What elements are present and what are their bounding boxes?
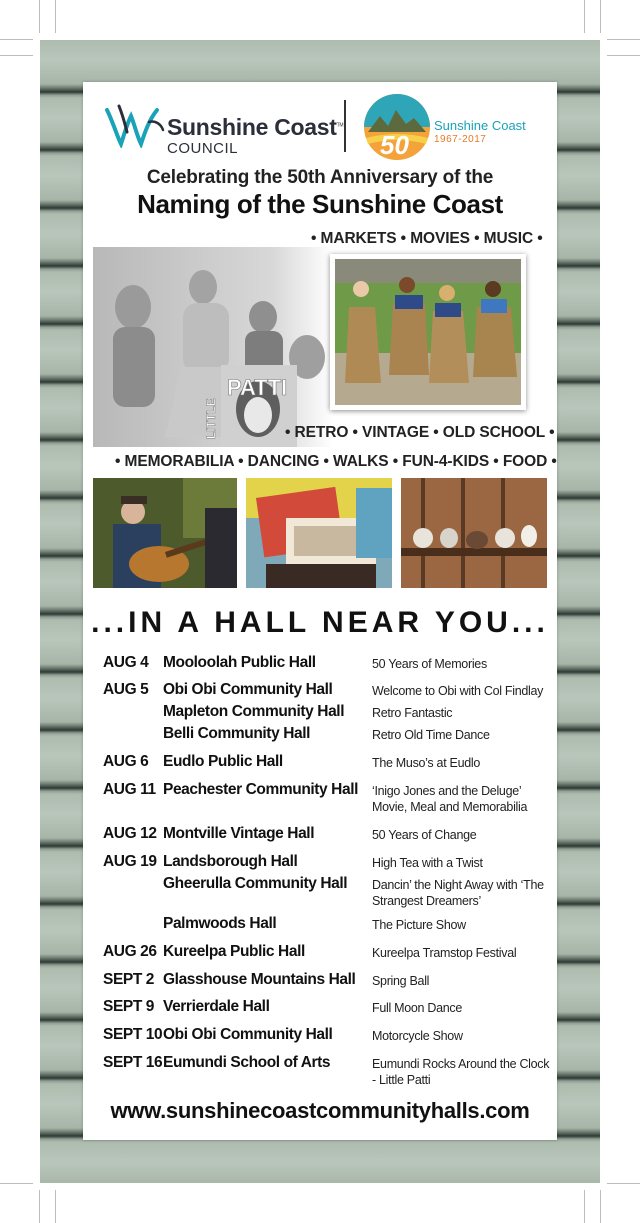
event-description: Full Moon Dance bbox=[372, 1001, 462, 1015]
title-line-2: Naming of the Sunshine Coast bbox=[137, 189, 503, 219]
logo-divider bbox=[344, 100, 346, 152]
council-logo-icon bbox=[105, 102, 165, 148]
event-date: AUG 26 bbox=[103, 943, 157, 960]
event-description: Spring Ball bbox=[372, 974, 430, 988]
crop-mark bbox=[584, 0, 585, 33]
event-description: The Picture Show bbox=[372, 918, 466, 932]
collage-name-small: LITTLE bbox=[204, 398, 218, 439]
event-date: SEPT 10 bbox=[103, 1026, 163, 1043]
sack-race-photo bbox=[330, 254, 526, 410]
event-hall: Glasshouse Mountains Hall bbox=[163, 971, 356, 988]
event-description: 50 Years of Memories bbox=[372, 657, 487, 671]
crop-mark bbox=[607, 39, 640, 40]
event-hall: Gheerulla Community Hall bbox=[163, 875, 348, 892]
crop-mark bbox=[0, 39, 33, 40]
crop-mark bbox=[607, 1183, 640, 1184]
vintage-dance-collage bbox=[93, 247, 333, 447]
crop-mark bbox=[0, 1183, 33, 1184]
logo-row bbox=[83, 92, 557, 170]
teapots-photo bbox=[401, 478, 547, 588]
event-description: 50 Years of Change bbox=[372, 828, 477, 842]
event-description: The Muso’s at Eudlo bbox=[372, 756, 481, 770]
anniversary-name: Sunshine Coast bbox=[434, 118, 526, 133]
event-date: SEPT 2 bbox=[103, 971, 155, 988]
website-link[interactable]: www.sunshinecoastcommunityhalls.com bbox=[110, 1098, 530, 1123]
anniversary-years: 1967-2017 bbox=[434, 134, 487, 145]
event-description: Retro Old Time Dance bbox=[372, 728, 490, 742]
event-hall: Obi Obi Community Hall bbox=[163, 1026, 333, 1043]
event-description: Kureelpa Tramstop Festival bbox=[372, 946, 517, 960]
crop-mark bbox=[600, 1190, 601, 1223]
event-description: Eumundi Rocks Around the Clock - Little Patti bbox=[372, 1057, 550, 1087]
poster bbox=[83, 82, 557, 1140]
council-subtitle: COUNCIL bbox=[167, 140, 239, 157]
title-line-1: Celebrating the 50th Anniversary of the bbox=[146, 167, 494, 188]
crop-mark bbox=[584, 1190, 585, 1223]
anniversary-logo-icon bbox=[362, 92, 432, 162]
crop-mark bbox=[55, 0, 56, 33]
crop-mark bbox=[600, 0, 601, 33]
crop-mark bbox=[39, 0, 40, 33]
event-hall: Eudlo Public Hall bbox=[163, 753, 283, 770]
event-date: SEPT 16 bbox=[103, 1054, 163, 1071]
event-date: AUG 19 bbox=[103, 853, 157, 870]
event-description: Retro Fantastic bbox=[372, 706, 453, 720]
sack-race-image bbox=[335, 259, 521, 405]
event-description: Welcome to Obi with Col Findlay bbox=[372, 684, 544, 698]
event-date: AUG 12 bbox=[103, 825, 157, 842]
anniversary-number: 50 bbox=[380, 130, 409, 160]
event-hall: Peachester Community Hall bbox=[163, 781, 359, 798]
event-hall: Verrierdale Hall bbox=[163, 998, 270, 1015]
event-date: AUG 5 bbox=[103, 681, 149, 698]
event-hall: Landsborough Hall bbox=[163, 853, 298, 870]
event-hall: Mapleton Community Hall bbox=[163, 703, 345, 720]
crop-mark bbox=[607, 55, 640, 56]
crop-mark bbox=[0, 55, 33, 56]
guitarist-photo bbox=[93, 478, 237, 588]
event-hall: Obi Obi Community Hall bbox=[163, 681, 333, 698]
event-date: AUG 4 bbox=[103, 654, 149, 671]
event-date: SEPT 9 bbox=[103, 998, 155, 1015]
event-description: Dancin’ the Night Away with ‘The Strangest Dreamers’ bbox=[372, 878, 544, 908]
event-description: Motorcycle Show bbox=[372, 1029, 463, 1043]
event-date: AUG 6 bbox=[103, 753, 149, 770]
event-hall: Kureelpa Public Hall bbox=[163, 943, 305, 960]
event-hall: Eumundi School of Arts bbox=[163, 1054, 331, 1071]
memorabilia-photo bbox=[246, 478, 392, 588]
event-hall: Belli Community Hall bbox=[163, 725, 311, 742]
event-hall: Mooloolah Public Hall bbox=[163, 654, 316, 671]
tagline-retro: • RETRO • VINTAGE • OLD SCHOOL • bbox=[285, 424, 555, 441]
tagline-markets: • MARKETS • MOVIES • MUSIC • bbox=[311, 230, 543, 247]
event-description: High Tea with a Twist bbox=[372, 856, 483, 870]
tagline-memorabilia: • MEMORABILIA • DANCING • WALKS • FUN-4-KIDS • FOOD • bbox=[115, 453, 557, 470]
event-hall: Palmwoods Hall bbox=[163, 915, 277, 932]
crop-mark bbox=[39, 1190, 40, 1223]
council-name: Sunshine Coast™ bbox=[167, 114, 344, 140]
event-hall: Montville Vintage Hall bbox=[163, 825, 315, 842]
crop-mark bbox=[55, 1190, 56, 1223]
collage-name-big: PATTI bbox=[227, 375, 288, 400]
hall-heading: ...IN A HALL NEAR YOU... bbox=[91, 606, 549, 639]
event-description: ‘Inigo Jones and the Deluge’ Movie, Meal and Memorabilia bbox=[372, 784, 528, 814]
event-date: AUG 11 bbox=[103, 781, 156, 798]
